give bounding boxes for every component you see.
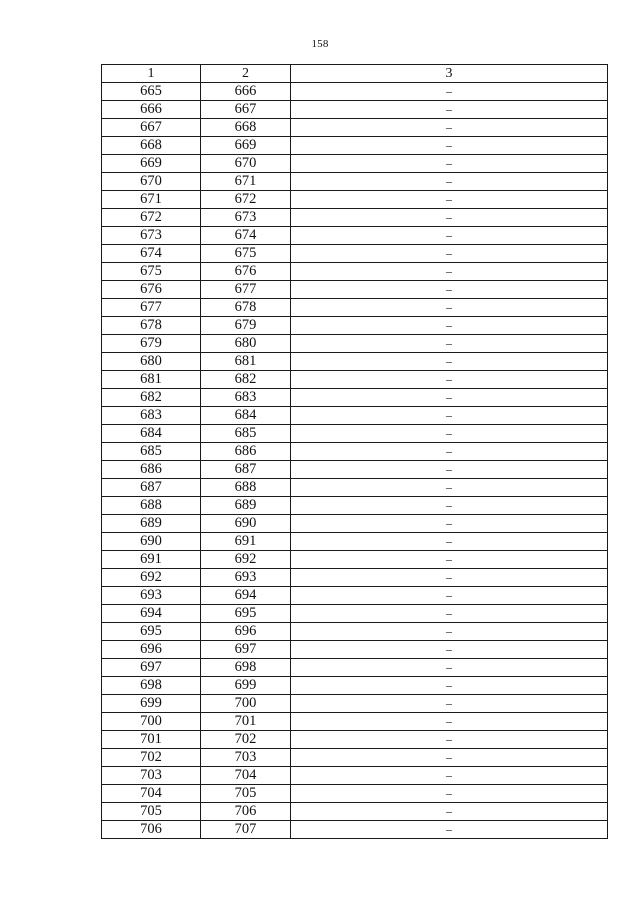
table-cell-col-3: –: [291, 227, 608, 245]
table-cell-col-2: 673: [201, 209, 291, 227]
table-cell-col-3: –: [291, 731, 608, 749]
table-cell-col-1: 684: [102, 425, 201, 443]
table-cell-col-3: –: [291, 695, 608, 713]
table-cell-col-3: –: [291, 497, 608, 515]
table-cell-col-2: 702: [201, 731, 291, 749]
table-row: [102, 353, 608, 371]
table-cell-col-1: 676: [102, 281, 201, 299]
table-cell-col-1: 671: [102, 191, 201, 209]
table-cell-col-3: –: [291, 155, 608, 173]
table-cell-col-1: 666: [102, 101, 201, 119]
table-row: [102, 623, 608, 641]
table-row: [102, 785, 608, 803]
table-cell-col-3: –: [291, 479, 608, 497]
table-row: [102, 245, 608, 263]
table-cell-col-1: 665: [102, 83, 201, 101]
table-cell-col-2: 706: [201, 803, 291, 821]
table-cell-col-3: –: [291, 803, 608, 821]
table-cell-col-3: –: [291, 605, 608, 623]
table-cell-col-1: 672: [102, 209, 201, 227]
table-cell-col-2: 672: [201, 191, 291, 209]
table-cell-col-2: 700: [201, 695, 291, 713]
table-cell-col-2: 675: [201, 245, 291, 263]
table-cell-col-3: –: [291, 263, 608, 281]
table-row: [102, 191, 608, 209]
table-row: [102, 173, 608, 191]
table-cell-col-1: 689: [102, 515, 201, 533]
column-header-1: 1: [102, 65, 201, 83]
table-cell-col-1: 686: [102, 461, 201, 479]
table-cell-col-2: 686: [201, 443, 291, 461]
table-cell-col-1: 690: [102, 533, 201, 551]
table-cell-col-1: 673: [102, 227, 201, 245]
data-table: [101, 64, 608, 839]
table-cell-col-2: 678: [201, 299, 291, 317]
table-cell-col-2: 692: [201, 551, 291, 569]
table-cell-col-1: 675: [102, 263, 201, 281]
table-cell-col-2: 691: [201, 533, 291, 551]
table-cell-col-2: 684: [201, 407, 291, 425]
table-cell-col-2: 707: [201, 821, 291, 839]
table-row: [102, 767, 608, 785]
table-row: [102, 137, 608, 155]
table-row: [102, 443, 608, 461]
table-cell-col-1: 694: [102, 605, 201, 623]
table-cell-col-3: –: [291, 299, 608, 317]
table-cell-col-3: –: [291, 353, 608, 371]
table-cell-col-2: 669: [201, 137, 291, 155]
table-cell-col-2: 690: [201, 515, 291, 533]
table-cell-col-2: 694: [201, 587, 291, 605]
table-cell-col-2: 682: [201, 371, 291, 389]
table-cell-col-3: –: [291, 821, 608, 839]
table-cell-col-3: –: [291, 749, 608, 767]
table-row: [102, 425, 608, 443]
table-cell-col-2: 679: [201, 317, 291, 335]
table-cell-col-3: –: [291, 443, 608, 461]
table-body: [102, 83, 608, 839]
table-row: [102, 605, 608, 623]
table-row: [102, 227, 608, 245]
table-cell-col-2: 704: [201, 767, 291, 785]
table-cell-col-3: –: [291, 371, 608, 389]
table-cell-col-3: –: [291, 191, 608, 209]
table-cell-col-3: –: [291, 461, 608, 479]
table-cell-col-3: –: [291, 119, 608, 137]
table-cell-col-1: 702: [102, 749, 201, 767]
table-cell-col-2: 695: [201, 605, 291, 623]
table-cell-col-2: 677: [201, 281, 291, 299]
table-cell-col-3: –: [291, 569, 608, 587]
table-cell-col-3: –: [291, 317, 608, 335]
table-row: [102, 83, 608, 101]
table-row: [102, 281, 608, 299]
table-cell-col-2: 688: [201, 479, 291, 497]
table-row: [102, 515, 608, 533]
table-cell-col-1: 670: [102, 173, 201, 191]
table-row: [102, 119, 608, 137]
table-cell-col-2: 670: [201, 155, 291, 173]
table-row: [102, 731, 608, 749]
table-cell-col-3: –: [291, 623, 608, 641]
page-number: 158: [311, 38, 329, 50]
table-cell-col-3: –: [291, 641, 608, 659]
table-cell-col-3: –: [291, 281, 608, 299]
table-row: [102, 263, 608, 281]
table-cell-col-2: 668: [201, 119, 291, 137]
table-cell-col-2: 698: [201, 659, 291, 677]
table-row: [102, 155, 608, 173]
table-cell-col-2: 701: [201, 713, 291, 731]
table-cell-col-1: 668: [102, 137, 201, 155]
table-cell-col-1: 679: [102, 335, 201, 353]
table-cell-col-1: 696: [102, 641, 201, 659]
table-cell-col-3: –: [291, 389, 608, 407]
table-row: [102, 749, 608, 767]
table-cell-col-1: 698: [102, 677, 201, 695]
table-row: [102, 317, 608, 335]
table-cell-col-2: 671: [201, 173, 291, 191]
table-cell-col-1: 693: [102, 587, 201, 605]
table-cell-col-3: –: [291, 425, 608, 443]
table-cell-col-2: 676: [201, 263, 291, 281]
table-cell-col-1: 678: [102, 317, 201, 335]
table-cell-col-2: 687: [201, 461, 291, 479]
table-cell-col-3: –: [291, 515, 608, 533]
table-cell-col-2: 689: [201, 497, 291, 515]
table-cell-col-1: 687: [102, 479, 201, 497]
table-cell-col-1: 703: [102, 767, 201, 785]
table-cell-col-3: –: [291, 533, 608, 551]
table-row: [102, 569, 608, 587]
table-cell-col-1: 692: [102, 569, 201, 587]
table-cell-col-2: 683: [201, 389, 291, 407]
column-header-2: 2: [201, 65, 291, 83]
table-row: [102, 461, 608, 479]
table-cell-col-1: 705: [102, 803, 201, 821]
table-cell-col-3: –: [291, 101, 608, 119]
table-cell-col-2: 680: [201, 335, 291, 353]
table-row: [102, 695, 608, 713]
table-cell-col-3: –: [291, 587, 608, 605]
table-row: [102, 713, 608, 731]
table-cell-col-3: –: [291, 173, 608, 191]
table-cell-col-1: 701: [102, 731, 201, 749]
table-cell-col-3: –: [291, 209, 608, 227]
table-row: [102, 677, 608, 695]
table-row: [102, 299, 608, 317]
table-row: [102, 659, 608, 677]
table-row: [102, 641, 608, 659]
table-cell-col-1: 688: [102, 497, 201, 515]
table-cell-col-2: 666: [201, 83, 291, 101]
table-cell-col-1: 691: [102, 551, 201, 569]
table-cell-col-2: 696: [201, 623, 291, 641]
table-cell-col-1: 699: [102, 695, 201, 713]
table-row: [102, 497, 608, 515]
table-header-row: [102, 65, 608, 83]
table-cell-col-1: 669: [102, 155, 201, 173]
table-row: [102, 821, 608, 839]
table-row: [102, 335, 608, 353]
table-cell-col-1: 697: [102, 659, 201, 677]
table-row: [102, 371, 608, 389]
table-cell-col-2: 705: [201, 785, 291, 803]
table-row: [102, 479, 608, 497]
table-row: [102, 389, 608, 407]
table-row: [102, 101, 608, 119]
table-cell-col-1: 685: [102, 443, 201, 461]
table-cell-col-3: –: [291, 677, 608, 695]
table-row: [102, 407, 608, 425]
table-cell-col-3: –: [291, 785, 608, 803]
table-cell-col-3: –: [291, 767, 608, 785]
table-cell-col-1: 674: [102, 245, 201, 263]
table-cell-col-1: 683: [102, 407, 201, 425]
table-cell-col-3: –: [291, 551, 608, 569]
table-row: [102, 587, 608, 605]
table-cell-col-2: 697: [201, 641, 291, 659]
table-cell-col-3: –: [291, 713, 608, 731]
table-cell-col-3: –: [291, 137, 608, 155]
table-cell-col-1: 680: [102, 353, 201, 371]
table-row: [102, 209, 608, 227]
table-row: [102, 551, 608, 569]
table-cell-col-1: 704: [102, 785, 201, 803]
table-cell-col-1: 682: [102, 389, 201, 407]
table-cell-col-2: 703: [201, 749, 291, 767]
table-row: [102, 533, 608, 551]
table-cell-col-3: –: [291, 335, 608, 353]
table-cell-col-3: –: [291, 83, 608, 101]
table-cell-col-2: 667: [201, 101, 291, 119]
table-cell-col-3: –: [291, 659, 608, 677]
table-cell-col-1: 681: [102, 371, 201, 389]
table-cell-col-1: 706: [102, 821, 201, 839]
table-cell-col-3: –: [291, 407, 608, 425]
column-header-3: 3: [291, 65, 608, 83]
table-cell-col-1: 700: [102, 713, 201, 731]
table-cell-col-2: 674: [201, 227, 291, 245]
table-cell-col-1: 677: [102, 299, 201, 317]
table-cell-col-1: 667: [102, 119, 201, 137]
table-cell-col-3: –: [291, 245, 608, 263]
table-cell-col-2: 685: [201, 425, 291, 443]
table-row: [102, 803, 608, 821]
table-cell-col-2: 681: [201, 353, 291, 371]
table-cell-col-1: 695: [102, 623, 201, 641]
table-cell-col-2: 699: [201, 677, 291, 695]
table-cell-col-2: 693: [201, 569, 291, 587]
